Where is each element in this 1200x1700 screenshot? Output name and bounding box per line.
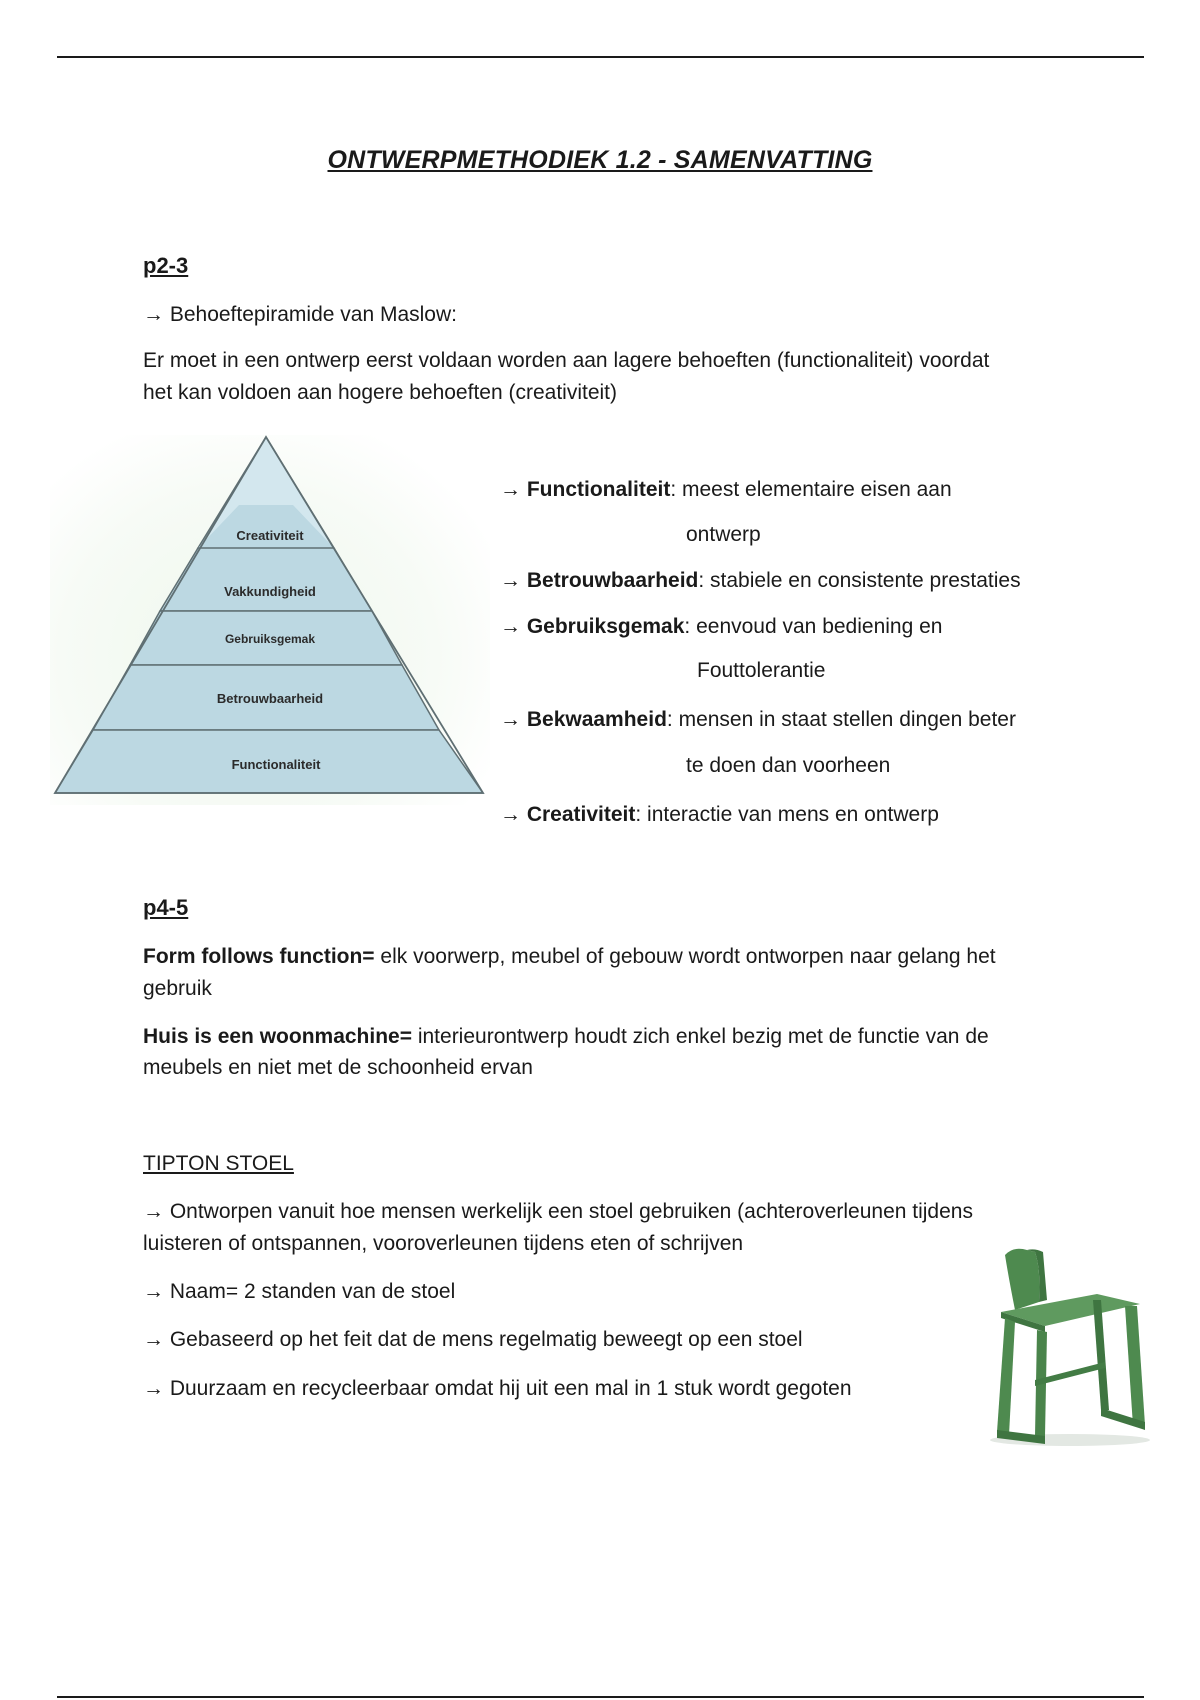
top-rule — [57, 56, 1144, 58]
paragraph-line-1: Er moet in een ontwerp eerst voldaan worden aan lagere behoeften (functionaliteit) voordat — [143, 349, 990, 372]
chair-leg-front — [997, 1318, 1015, 1435]
pyramid-label-gebruiksgemak: Gebruiksgemak — [224, 632, 316, 646]
paragraph-line-2: het kan voldoen aan hogere behoeften (creativiteit) — [143, 381, 617, 404]
pyramid-label-vakkundigheid: Vakkundigheid — [224, 584, 316, 599]
list-item-functionaliteit-cont: ontwerp — [686, 523, 761, 546]
arrow-icon: → — [500, 708, 527, 731]
list-item-gebruiksgemak — [500, 612, 942, 642]
list-item-gebruiksgemak-cont: Fouttolerantie — [697, 659, 826, 682]
bottom-rule — [57, 1696, 1144, 1698]
chair-leg-rear-inner — [1093, 1300, 1109, 1410]
list-desc: : meest elementaire eisen aan — [670, 478, 952, 501]
arrow-icon: → — [500, 569, 527, 592]
tipton-chair-image — [975, 1240, 1155, 1450]
list-item-bekwaamheid-cont: te doen dan voorheen — [686, 754, 891, 777]
list-item-functionaliteit — [500, 475, 952, 505]
list-term: Functionaliteit — [526, 478, 671, 501]
chair-back — [1005, 1249, 1040, 1310]
list-term: Gebruiksgemak — [526, 615, 685, 638]
definition-form-follows-function-cont: gebruik — [143, 977, 212, 1000]
arrow-icon: → — [500, 615, 527, 638]
pyramid-label-functionaliteit: Functionaliteit — [231, 757, 321, 772]
list-item-creativiteit — [500, 800, 939, 830]
definition-text: elk voorwerp, meubel of gebouw wordt ontworpen naar gelang het — [374, 945, 996, 968]
definition-term: Huis is een woonmachine= — [143, 1025, 412, 1048]
section-heading-p4-5: p4-5 — [143, 895, 189, 920]
list-term: Creativiteit — [526, 803, 636, 826]
chair-leg-rear — [1125, 1306, 1145, 1426]
section-heading-tipton: TIPTON STOEL — [143, 1152, 294, 1175]
section-heading-p2-3: p2-3 — [143, 253, 189, 278]
list-term: Bekwaamheid — [526, 708, 667, 731]
tipton-bullet-2: → Naam= 2 standen van de stoel — [143, 1280, 456, 1303]
arrow-icon: → — [500, 803, 527, 826]
pyramid-label-creativiteit: Creativiteit — [236, 528, 304, 543]
tipton-bullet-1-cont: luisteren of ontspannen, vooroverleunen tijdens eten of schrijven — [143, 1232, 744, 1255]
definition-term: Form follows function= — [143, 945, 375, 968]
definition-woonmachine — [143, 1021, 989, 1053]
list-item-betrouwbaarheid — [500, 566, 1021, 596]
definition-woonmachine-cont: meubels en niet met de schoonheid ervan — [143, 1056, 533, 1079]
tipton-bullet-3: → Gebaseerd op het feit dat de mens regelmatig beweegt op een stoel — [143, 1328, 803, 1351]
definition-text: interieurontwerp houdt zich enkel bezig met de functie van de — [412, 1025, 989, 1048]
list-item-bekwaamheid — [500, 705, 1016, 735]
list-desc: : stabiele en consistente prestaties — [698, 569, 1021, 592]
arrow-icon: → — [500, 478, 527, 501]
list-desc: : mensen in staat stellen dingen beter — [666, 708, 1016, 731]
definition-form-follows-function — [143, 941, 996, 973]
document-title: ONTWERPMETHODIEK 1.2 - SAMENVATTING — [327, 146, 873, 174]
tipton-bullet-1: → Ontworpen vanuit hoe mensen werkelijk een stoel gebruiken (achteroverleunen tijdens — [143, 1200, 973, 1223]
pyramid-label-betrouwbaarheid: Betrouwbaarheid — [216, 691, 324, 706]
tipton-bullet-4: → Duurzaam en recycleerbaar omdat hij uit een mal in 1 stuk wordt gegoten — [143, 1377, 852, 1400]
intro-line: → Behoeftepiramide van Maslow: — [143, 303, 457, 326]
list-term: Betrouwbaarheid — [526, 569, 699, 592]
list-desc: : eenvoud van bediening en — [684, 615, 943, 638]
list-desc: : interactie van mens en ontwerp — [635, 803, 939, 826]
maslow-pyramid — [50, 425, 490, 805]
